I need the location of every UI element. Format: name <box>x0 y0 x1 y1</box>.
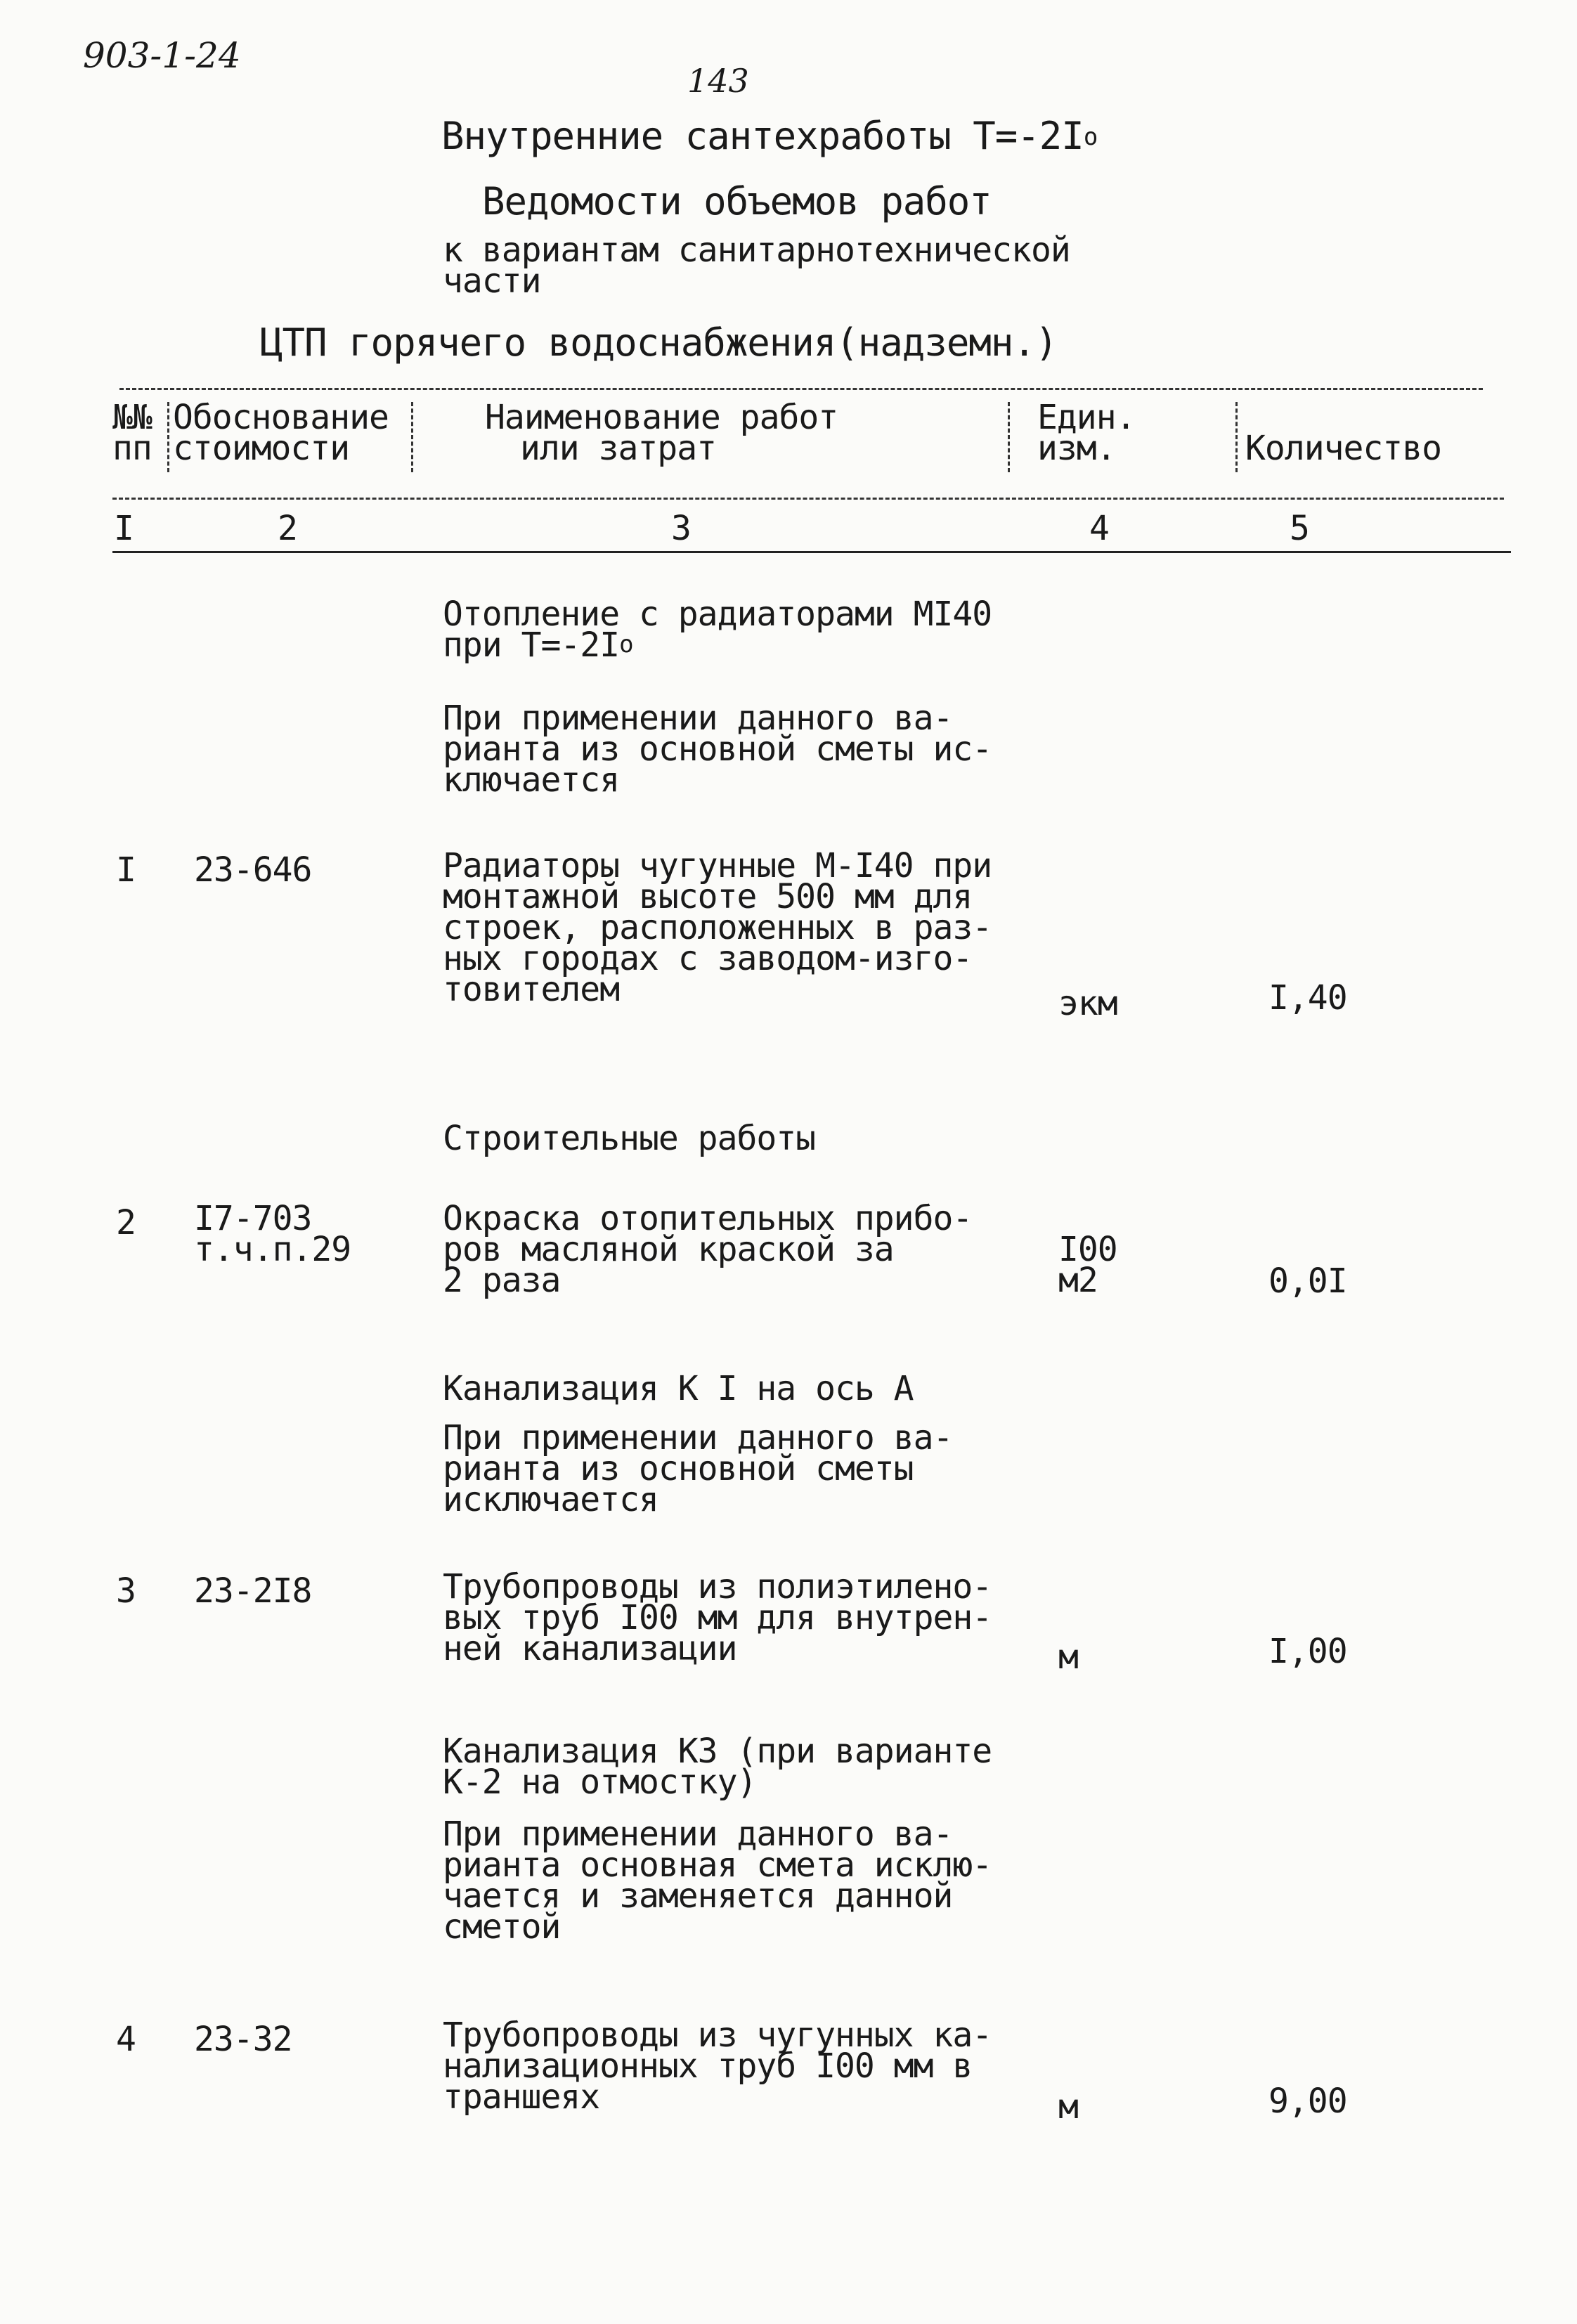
header-col-quantity: Количество <box>1245 429 1441 468</box>
header-line: Един. <box>1037 398 1136 437</box>
name-line: нализационных труб I00 мм в <box>443 2046 973 2086</box>
name-line: монтажной высоте 500 мм для <box>443 877 973 916</box>
header-top-rule <box>119 388 1483 390</box>
heating-section-title <box>443 595 992 665</box>
header-col-number <box>112 398 152 468</box>
sewer-k1-note <box>443 1418 953 1519</box>
header-line: пп <box>112 429 152 468</box>
row-4-quantity: 9,00 <box>1268 2082 1347 2121</box>
column-divider <box>1235 402 1238 472</box>
unit-line: I00 <box>1058 1230 1117 1269</box>
note-line: ключается <box>443 760 620 800</box>
heating-note <box>443 699 992 800</box>
note-line: сметой <box>443 1907 561 1947</box>
section-text: Отопление с радиаторами МI40 <box>443 595 992 634</box>
basis-line: I7-703 <box>194 1199 312 1238</box>
row-1-unit: экм <box>1058 984 1117 1023</box>
subtitle-line: части <box>443 261 541 301</box>
note-line: рианта основная смета исклю- <box>443 1845 992 1885</box>
row-2-unit <box>1058 1230 1117 1300</box>
row-4-unit: м <box>1058 2087 1078 2127</box>
header-line: стоимости <box>173 429 350 468</box>
name-line: ней канализации <box>443 1629 737 1668</box>
page-number: 143 <box>687 62 749 100</box>
name-line: траншеях <box>443 2077 600 2117</box>
column-number-3: 3 <box>671 509 691 548</box>
section-text: при Т=-2I <box>443 625 620 665</box>
note-line: исключается <box>443 1480 658 1519</box>
sewer-k3-title <box>443 1732 992 1802</box>
column-number-4: 4 <box>1089 509 1109 548</box>
degree-mark: о <box>1083 123 1098 151</box>
row-4-name <box>443 2015 992 2117</box>
row-3-name <box>443 1567 992 1668</box>
document-code: 903-1-24 <box>83 35 241 76</box>
note-line: рианта из основной сметы <box>443 1449 914 1488</box>
row-4-number: 4 <box>116 2020 136 2059</box>
column-number-1: I <box>114 509 134 548</box>
sewer-k3-note <box>443 1815 992 1947</box>
header-bottom-rule <box>112 551 1511 553</box>
page-subtitle-2 <box>443 231 1070 301</box>
note-line: чается и заменяется данной <box>443 1876 953 1916</box>
name-line: 2 раза <box>443 1261 561 1300</box>
row-3-basis: 23-2I8 <box>194 1571 312 1611</box>
page-title-text: Внутренние сантехработы Т=-2I <box>441 114 1084 158</box>
degree-mark: о <box>619 630 633 658</box>
name-line: Окраска отопительных прибо- <box>443 1199 973 1238</box>
page-subtitle: Ведомости объемов работ <box>482 179 992 223</box>
row-3-quantity: I,00 <box>1268 1632 1347 1671</box>
row-2-name <box>443 1199 973 1300</box>
row-2-basis <box>194 1199 351 1269</box>
row-1-quantity: I,40 <box>1268 978 1347 1018</box>
row-1-number: I <box>116 850 136 890</box>
header-line: изм. <box>1037 429 1116 468</box>
section-title: ЦТП горячего водоснабжения(надземн.) <box>260 320 1058 365</box>
column-divider <box>167 402 169 472</box>
header-col-unit <box>1037 398 1136 468</box>
note-line: При применении данного ва- <box>443 699 953 738</box>
row-1-name <box>443 846 992 1009</box>
row-3-unit: м <box>1058 1637 1078 1677</box>
column-divider <box>411 402 413 472</box>
name-line: ров масляной краской за <box>443 1230 894 1269</box>
row-2-number: 2 <box>116 1203 136 1242</box>
row-3-number: 3 <box>116 1571 136 1611</box>
header-line: или затрат <box>520 429 716 468</box>
note-line: рианта из основной сметы ис- <box>443 729 992 769</box>
basis-line: т.ч.п.29 <box>194 1230 351 1269</box>
row-2-quantity: 0,0I <box>1268 1261 1347 1301</box>
note-line: При применении данного ва- <box>443 1815 953 1854</box>
construction-section-title: Строительные работы <box>443 1119 816 1158</box>
name-line: строек, расположенных в раз- <box>443 908 992 947</box>
section-line: Канализация К3 (при варианте <box>443 1732 992 1771</box>
subtitle-line: к вариантам санитарнотехнической <box>443 231 1070 270</box>
sewer-k1-title: Канализация К I на ось А <box>443 1369 914 1408</box>
column-divider <box>1008 402 1010 472</box>
name-line: вых труб I00 мм для внутрен- <box>443 1598 992 1637</box>
name-line: Трубопроводы из чугунных ка- <box>443 2015 992 2055</box>
section-line <box>443 625 992 665</box>
header-col-name <box>485 398 838 468</box>
header-line: Обоснование <box>173 398 389 437</box>
note-line: При применении данного ва- <box>443 1418 953 1458</box>
name-line: Радиаторы чугунные М-I40 при <box>443 846 992 885</box>
header-line: Наименование работ <box>485 398 838 437</box>
header-mid-rule <box>112 498 1504 500</box>
row-4-basis: 23-32 <box>194 2020 292 2059</box>
name-line: Трубопроводы из полиэтилено- <box>443 1567 992 1606</box>
column-number-2: 2 <box>278 509 297 548</box>
header-col-basis <box>173 398 389 468</box>
header-line: №№ <box>112 398 152 437</box>
column-number-5: 5 <box>1290 509 1309 548</box>
section-line: К-2 на отмостку) <box>443 1763 757 1802</box>
name-line: ных городах с заводом-изго- <box>443 939 973 978</box>
page-title <box>441 114 1097 158</box>
name-line: товителем <box>443 970 620 1009</box>
unit-line: м2 <box>1058 1261 1098 1300</box>
row-1-basis: 23-646 <box>194 850 312 890</box>
